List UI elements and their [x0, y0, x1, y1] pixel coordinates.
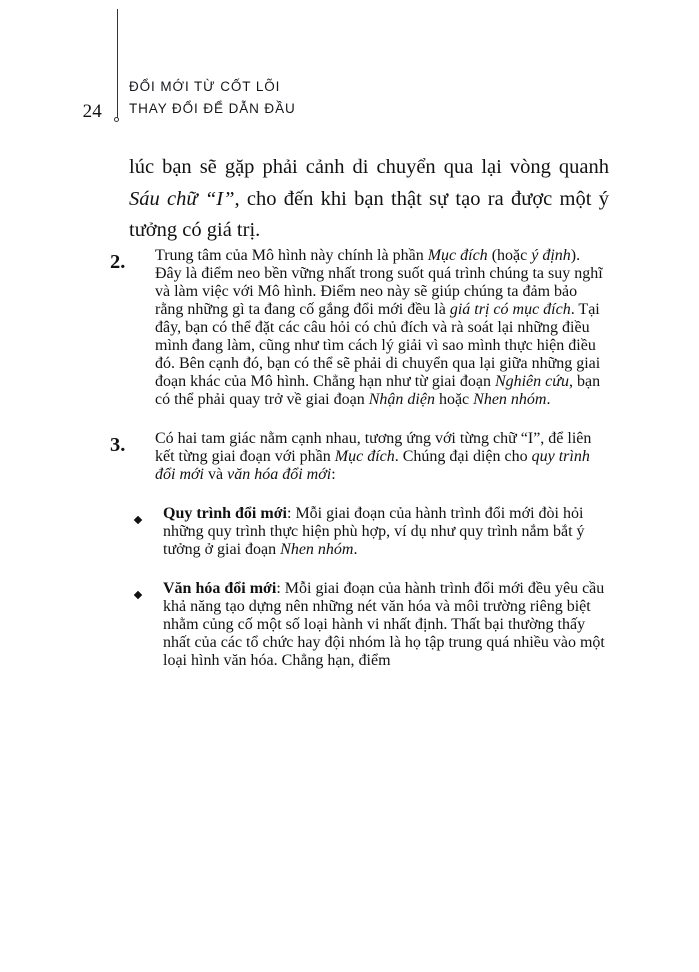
- page-number: 24: [82, 101, 102, 122]
- diamond-bullet-icon: [134, 591, 142, 599]
- italic-run: Nhen nhóm: [280, 540, 354, 558]
- rule-endpoint-dot-icon: [114, 117, 119, 122]
- numbered-item-text: [155, 430, 609, 484]
- text-run: Trung tâm của Mô hình này chính là phần: [155, 246, 428, 264]
- numbered-item: [110, 246, 609, 409]
- running-head: [0, 0, 699, 140]
- running-head-line-2: THAY ĐỔI ĐỂ DẪN ĐẦU: [129, 101, 296, 116]
- text-run: .: [546, 390, 551, 408]
- text-run: (hoặc: [487, 246, 532, 264]
- text-run: , bạn có thể phải quay trở về giai đoạn: [155, 372, 601, 408]
- list-marker: 2.: [110, 250, 126, 273]
- header-vertical-rule: [113, 9, 123, 127]
- italic-run: Nhen nhóm: [473, 390, 547, 408]
- rule-line-icon: [117, 9, 118, 119]
- numbered-item-text: [155, 247, 609, 409]
- italic-run: ý định: [531, 246, 571, 264]
- body-text-column: [110, 152, 609, 670]
- text-run: , cho đến khi bạn thật sự tạo ra được một ý tưởng có giá trị.: [129, 187, 609, 242]
- bold-run: Văn hóa đổi mới: [163, 579, 277, 597]
- text-run: hoặc: [434, 390, 474, 408]
- text-run: .: [353, 540, 358, 558]
- italic-run: Mục đích: [334, 447, 395, 465]
- text-run: : Mỗi giai đoạn của hành trình đổi mới đòi hỏi những quy trình thực hiện phù hợp, ví dụ như quy trình nắm bắt ý tưởng ở giai đoạn: [163, 504, 585, 558]
- text-run: ). Đây là điểm neo bền vững nhất trong suốt quá trình chúng ta suy nghĩ và làm việc với Mô hình. Điểm neo này sẽ giúp chúng ta đảm bảo rằng những gì ta đang cố gắng đổi mới đều là: [155, 246, 603, 318]
- bullet-item-text: [163, 580, 609, 670]
- text-run: . Tại đây, bạn có thể đặt các câu hỏi có chủ đích và rà soát lại những điều mình đang làm, cũng như tìm cách lý giải vì sao mình thực hiện điều đó. Bên cạnh đó, bạn có thể sẽ phải di chuyển qua lại giữa những giai đoạn khác của Mô hình. Chẳng hạn như từ giai đoạn: [155, 300, 601, 390]
- italic-run: Mục đích: [427, 246, 488, 264]
- continuation-paragraph: [129, 152, 609, 247]
- italic-run: quy trình đổi mới: [155, 447, 590, 483]
- list-item: [129, 505, 609, 559]
- numbered-list: [110, 246, 609, 484]
- text-run: và: [203, 465, 228, 483]
- running-head-line-1: ĐỔI MỚI TỪ CỐT LÕI: [129, 79, 281, 94]
- italic-run: Nghiên cứu: [494, 372, 569, 390]
- text-run: :: [331, 465, 336, 483]
- list-item: [129, 580, 609, 670]
- running-head-text: [129, 76, 296, 120]
- text-run: : Mỗi giai đoạn của hành trình đổi mới đều yêu cầu khả năng tạo dựng nên những nét văn hóa và môi trường riêng biệt nhằm củng cố một số loại hành vi nhất định. Thất bại thường thấy nhất của các tổ chức hay đội nhóm là họ tập trung quá nhiều vào một loại hình văn hóa. Chẳng hạn, điểm: [163, 579, 605, 669]
- bullet-item-text: [163, 505, 609, 559]
- list-marker: 3.: [110, 433, 126, 456]
- italic-run: Sáu chữ “I”: [129, 187, 235, 210]
- italic-run: Nhận diện: [368, 390, 435, 408]
- bullet-list: [129, 505, 609, 670]
- diamond-bullet-icon: [134, 516, 142, 524]
- text-run: lúc bạn sẽ gặp phải cảnh di chuyển qua lại vòng quanh: [129, 156, 609, 178]
- bold-run: Quy trình đổi mới: [163, 504, 287, 522]
- italic-run: văn hóa đổi mới: [227, 465, 332, 483]
- italic-run: giá trị có mục đích: [449, 300, 571, 318]
- text-run: . Chúng đại diện cho: [394, 447, 532, 465]
- numbered-item: [110, 429, 609, 484]
- text-run: Có hai tam giác nằm cạnh nhau, tương ứng với từng chữ “I”, để liên kết từng giai đoạn với phần: [155, 429, 592, 465]
